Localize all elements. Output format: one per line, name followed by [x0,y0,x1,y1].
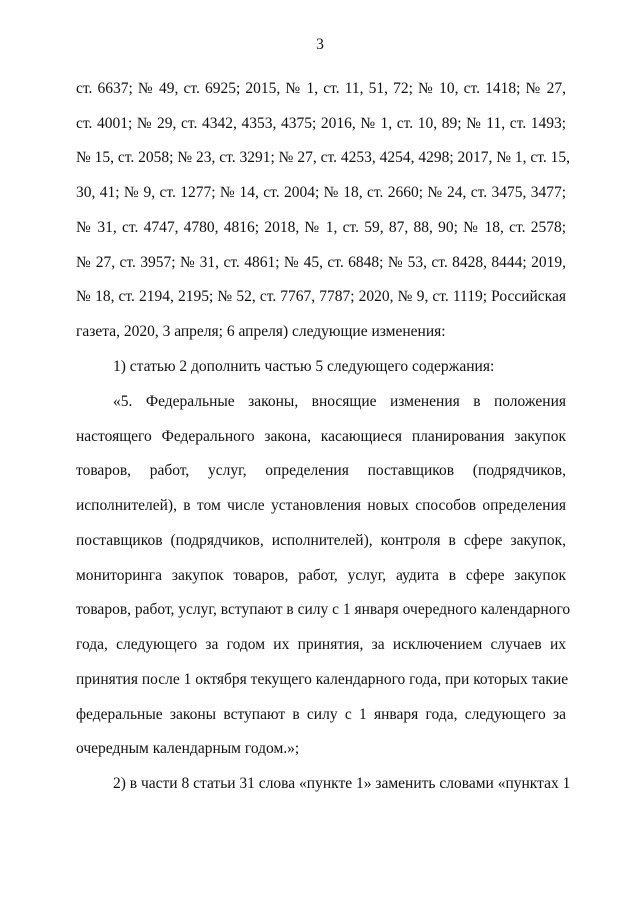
text-line: № 18, ст. 2194, 2195; № 52, ст. 7767, 7787; 2020, № 9, ст. 1119; Российская [76,288,566,305]
text-line: 30, 41; № 9, ст. 1277; № 14, ст. 2004; № 18, ст. 2660; № 24, ст. 3475, 3477; [76,184,566,201]
text-line: № 31, ст. 4747, 4780, 4816; 2018, № 1, ст. 59, 87, 88, 90; № 18, ст. 2578; [76,219,566,236]
text-line: поставщиков (подрядчиков, исполнителей), контроля в сфере закупок, [76,532,566,549]
text-line: исполнителей), в том числе установления новых способов определения [76,497,566,514]
text-line: товаров, работ, услуг, вступают в силу с 1 января очередного календарного [76,601,571,618]
text-line: ст. 6637; № 49, ст. 6925; 2015, № 1, ст. 11, 51, 72; № 10, ст. 1418; № 27, [76,80,566,97]
text-line: товаров, работ, услуг, определения поставщиков (подрядчиков, [76,462,566,479]
text-line: № 27, ст. 3957; № 31, ст. 4861; № 45, ст. 6848; № 53, ст. 8428, 8444; 2019, [76,254,566,271]
text-line: газета, 2020, 3 апреля; 6 апреля) следующие изменения: [76,323,446,340]
text-line: года, следующего за годом их принятия, за исключением случаев их [76,636,566,653]
text-line: очередным календарным годом.»; [76,740,300,757]
quoted-paragraph-start: «5. Федеральные законы, вносящие изменения в положения [113,393,566,410]
list-item-1: 1) статью 2 дополнить частью 5 следующего содержания: [113,358,495,375]
text-line: ст. 4001; № 29, ст. 4342, 4353, 4375; 2016, № 1, ст. 10, 89; № 11, ст. 1493; [76,115,566,132]
page-number: 3 [316,36,324,53]
text-line: принятия после 1 октября текущего календарного года, при которых такие [76,671,569,688]
list-item-2: 2) в части 8 статьи 31 слова «пункте 1» заменить словами «пунктах 1 [113,775,571,792]
text-line: мониторинга закупок товаров, работ, услуг, аудита в сфере закупок [76,567,566,584]
text-line: настоящего Федерального закона, касающиеся планирования закупок [76,428,566,445]
text-line: № 15, ст. 2058; № 23, ст. 3291; № 27, ст. 4253, 4254, 4298; 2017, № 1, ст. 15, [76,149,571,166]
text-line: федеральные законы вступают в силу с 1 января года, следующего за [76,706,566,723]
